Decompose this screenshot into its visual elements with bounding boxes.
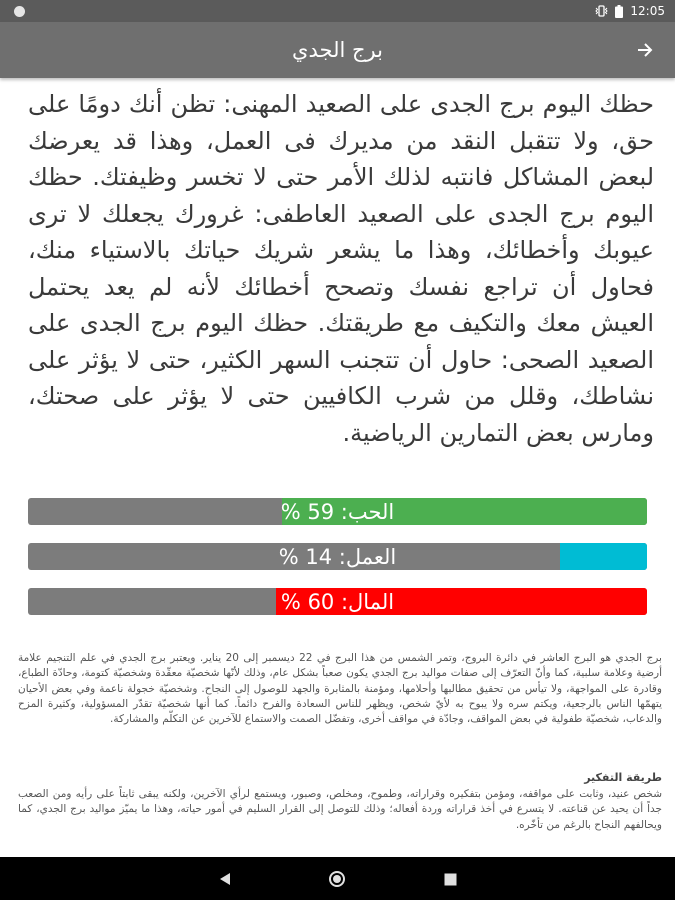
status-bar — [0, 0, 675, 22]
love-meter-label: الحب: 59 % — [280, 499, 395, 524]
work-meter — [28, 543, 647, 570]
nav-recents-icon — [444, 873, 457, 886]
thinking-description: شخص عنيد، وثابت على مواقفه، ومؤمن بتفكيره وقراراته، وطموح، ومخلص، وصبور، ويستمع لرأي الآخرين، ولكنه يبقى ثابتاً على رأيه ومن الصعب جداً أن يحيد عن قناعته. لا يتسرع في أخذ قراراته وردة أفعاله؛ وذلك للتوصل إلى القرار السليم في أمور حياته، وهذا ما يميّز مواليد برج الجدي، كما ويحالفهم النجاح بالرغم من تأخّره. — [18, 788, 662, 831]
love-meter — [28, 498, 647, 525]
vibrate-icon — [595, 5, 608, 17]
notification-dot-icon — [14, 6, 25, 17]
status-indicators — [595, 4, 665, 18]
thinking-heading: طريقة التفكير — [584, 771, 662, 784]
nav-home-icon — [328, 870, 346, 888]
page-title: برج الجدي — [292, 38, 383, 62]
money-meter — [28, 588, 647, 615]
nav-home-button[interactable] — [324, 866, 350, 892]
nav-recents-button[interactable] — [437, 866, 463, 892]
work-meter-label: العمل: 14 % — [278, 544, 397, 569]
arrow-back-icon — [637, 42, 653, 58]
zodiac-description: برج الجدي هو البرج العاشر في دائرة البروج، وتمر الشمس من هذا البرج في 22 ديسمبر إلى 20 يناير. ويعتبر برج الجدي في علم التنجيم علامة أرضية وعلامة سلبية، كما وأنّ التعرّف إلى صفات مواليد برج الجدي يكون صعباً بشكل عام، وذلك لأنّها شخصيّة معقّدة وشخصيّة كتومة، وحادّة الطباع، وقادرة على المواجهة، ولا تيأس من تحقيق مطالبها وأحلامها، ومؤمنة بالمثابرة والجهد للوصول إلى النجاح. وشخصيّة خجولة ناعمة وفي بعض الأحيان يتهمّها الناس بالرجعية، ويكتم سره ولا يبوح به لأيّ شخص، ويظهر للناس السعادة والفرح دائماً. كما أنها شخصيّة تقدّر المسؤولية، وكثيرة المزح والدعاب، شخصيّة طفولية في بعض المواقف، وجادّة في مواقف أخرى، وتفضّل الصمت والاستماع للآخرين عن التكلّم والمشاركة. — [18, 652, 662, 726]
navigation-bar — [0, 857, 675, 900]
clock-time: 12:05 — [630, 4, 665, 18]
battery-icon — [615, 5, 623, 18]
money-meter-label: المال: 60 % — [280, 589, 395, 614]
horoscope-text: حظك اليوم برج الجدى على الصعيد المهنى: تظن أنك دومًا على حق، ولا تتقبل النقد من مديرك فى العمل، وهذا قد يعرضك لبعض المشاكل فانتبه لذلك الأمر حتى لا تخسر وظيفتك. حظك اليوم برج الجدى على الصعيد العاطفى: غرورك يجعلك لا ترى عيوبك وأخطائك، وهذا ما يشعر شريك حياتك بالاستياء منك، فحاول أن تراجع نفسك وتصحح أخطائك لأنه لم يعد يحتمل العيش معك والتكيف مع طريقتك. حظك اليوم برج الجدى على الصعيد الصحى: حاول أن تتجنب السهر الكثير، حتى لا يؤثر على نشاطك، وقلل من شرب الكافيين حتى لا يؤثر على صحتك، ومارس بعض التمارين الرياضية. — [28, 90, 654, 447]
nav-back-button[interactable] — [212, 866, 238, 892]
nav-back-icon — [218, 872, 232, 886]
app-bar — [0, 22, 675, 78]
back-button[interactable] — [631, 36, 659, 64]
